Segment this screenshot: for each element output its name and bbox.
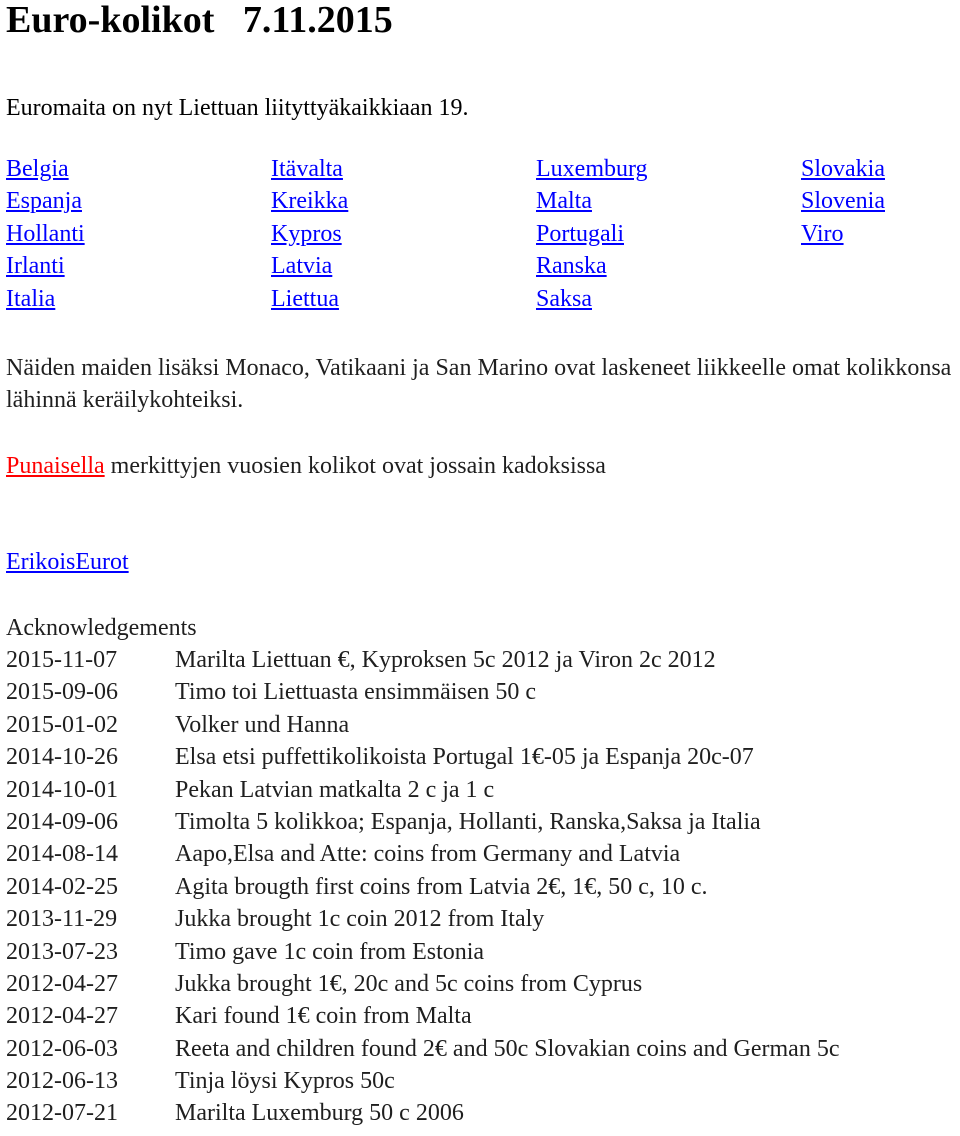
country-link-liettua[interactable]: Liettua <box>271 285 339 312</box>
country-link-kypros[interactable]: Kypros <box>271 220 342 247</box>
country-link-irlanti[interactable]: Irlanti <box>6 253 65 280</box>
acknowledgement-text: Reeta and children found 2€ and 50c Slovakian coins and German 5c <box>175 1035 840 1062</box>
country-link-malta[interactable]: Malta <box>536 188 592 215</box>
acknowledgement-date: 2014-10-01 <box>6 776 118 803</box>
acknowledgement-row <box>6 903 839 935</box>
acknowledgement-row <box>6 838 839 870</box>
acknowledgement-text: Pekan Latvian matkalta 2 c ja 1 c <box>175 776 495 803</box>
special-euros-section <box>6 546 129 578</box>
acknowledgement-date: 2015-01-02 <box>6 711 118 738</box>
acknowledgement-row <box>6 741 839 773</box>
acknowledgement-date: 2013-11-29 <box>6 906 118 933</box>
acknowledgement-row <box>6 936 839 968</box>
acknowledgement-date: 2012-06-03 <box>6 1035 118 1062</box>
acknowledgement-row <box>6 1033 839 1065</box>
country-link-ranska[interactable]: Ranska <box>536 253 607 280</box>
country-link-itavalta[interactable]: Itävalta <box>271 156 343 182</box>
acknowledgement-row <box>6 709 839 741</box>
country-link-luxemburg[interactable]: Luxemburg <box>536 156 648 182</box>
country-link-hollanti[interactable]: Hollanti <box>6 220 85 247</box>
acknowledgement-date: 2012-04-27 <box>6 970 118 997</box>
acknowledgement-date: 2012-06-13 <box>6 1068 118 1095</box>
country-link-belgia[interactable]: Belgia <box>6 156 69 182</box>
acknowledgement-text: Aapo,Elsa and Atte: coins from Germany and Latvia <box>175 841 681 868</box>
acknowledgement-text: Kari found 1€ coin from Malta <box>175 1003 472 1030</box>
acknowledgement-row <box>6 1097 839 1129</box>
acknowledgement-date: 2013-07-23 <box>6 938 118 965</box>
acknowledgement-date: 2015-11-07 <box>6 647 118 673</box>
acknowledgement-row <box>6 644 839 676</box>
country-link-espanja[interactable]: Espanja <box>6 188 82 215</box>
intro-text: Euromaita on nyt Liettuan liityttyäkaikkiaan 19. <box>6 95 469 121</box>
acknowledgement-date: 2012-04-27 <box>6 1003 118 1030</box>
acknowledgement-text: Volker und Hanna <box>175 711 350 738</box>
acknowledgement-row <box>6 968 839 1000</box>
acknowledgement-date: 2014-09-06 <box>6 808 118 835</box>
acknowledgement-text: Tinja löysi Kypros 50c <box>175 1068 395 1095</box>
acknowledgement-date: 2014-10-26 <box>6 744 118 771</box>
country-link-saksa[interactable]: Saksa <box>536 285 592 312</box>
acknowledgement-row <box>6 871 839 903</box>
page-title: Euro-kolikot 7.11.2015 <box>6 0 393 41</box>
missing-years-legend <box>6 450 606 482</box>
acknowledgement-text: Elsa etsi puffettikolikoista Portugal 1€-05 ja Espanja 20c-07 <box>175 744 754 771</box>
acknowledgement-row <box>6 1065 839 1097</box>
special-euros-link[interactable]: ErikoisEurot <box>6 549 129 575</box>
country-link-latvia[interactable]: Latvia <box>271 253 333 280</box>
acknowledgement-text: Jukka brought 1€, 20c and 5c coins from Cyprus <box>175 970 643 997</box>
acknowledgement-text: Marilta Liettuan €, Kyproksen 5c 2012 ja Viron 2c 2012 <box>175 647 716 673</box>
acknowledgement-row <box>6 1000 839 1032</box>
acknowledgement-date: 2012-07-21 <box>6 1100 118 1127</box>
acknowledgement-text: Marilta Luxemburg 50 c 2006 <box>175 1100 464 1127</box>
country-link-kreikka[interactable]: Kreikka <box>271 188 349 215</box>
acknowledgement-row <box>6 806 839 838</box>
country-link-slovenia[interactable]: Slovenia <box>801 188 885 215</box>
acknowledgement-row <box>6 774 839 806</box>
country-link-portugali[interactable]: Portugali <box>536 220 624 247</box>
acknowledgement-date: 2015-09-06 <box>6 679 118 706</box>
country-link-grid <box>6 156 960 318</box>
acknowledgement-text: Jukka brought 1c coin 2012 from Italy <box>175 906 545 933</box>
country-link-slovakia[interactable]: Slovakia <box>801 156 885 182</box>
acknowledgement-text: Timo gave 1c coin from Estonia <box>175 938 485 965</box>
acknowledgement-row <box>6 676 839 708</box>
acknowledgement-date: 2014-08-14 <box>6 841 118 868</box>
acknowledgement-text: Agita brougth first coins from Latvia 2€, 1€, 50 c, 10 c. <box>175 873 708 900</box>
acknowledgements-heading: Acknowledgements <box>6 615 197 641</box>
country-link-italia[interactable]: Italia <box>6 285 56 312</box>
acknowledgement-text: Timo toi Liettuasta ensimmäisen 50 c <box>175 679 537 706</box>
acknowledgement-date: 2014-02-25 <box>6 873 118 900</box>
extra-countries-note: Näiden maiden lisäksi Monaco, Vatikaani ja San Marino ovat laskeneet liikkeelle omat kolikkonsa lähinnä keräilykohteiksi. <box>6 355 952 413</box>
legend-text: merkittyjen vuosien kolikot ovat jossain kadoksissa <box>104 453 606 479</box>
acknowledgement-text: Timolta 5 kolikkoa; Espanja, Hollanti, Ranska,Saksa ja Italia <box>175 808 761 835</box>
country-link-viro[interactable]: Viro <box>801 220 844 247</box>
acknowledgements-table <box>6 644 839 1130</box>
legend-red-word: Punaisella <box>6 453 105 479</box>
